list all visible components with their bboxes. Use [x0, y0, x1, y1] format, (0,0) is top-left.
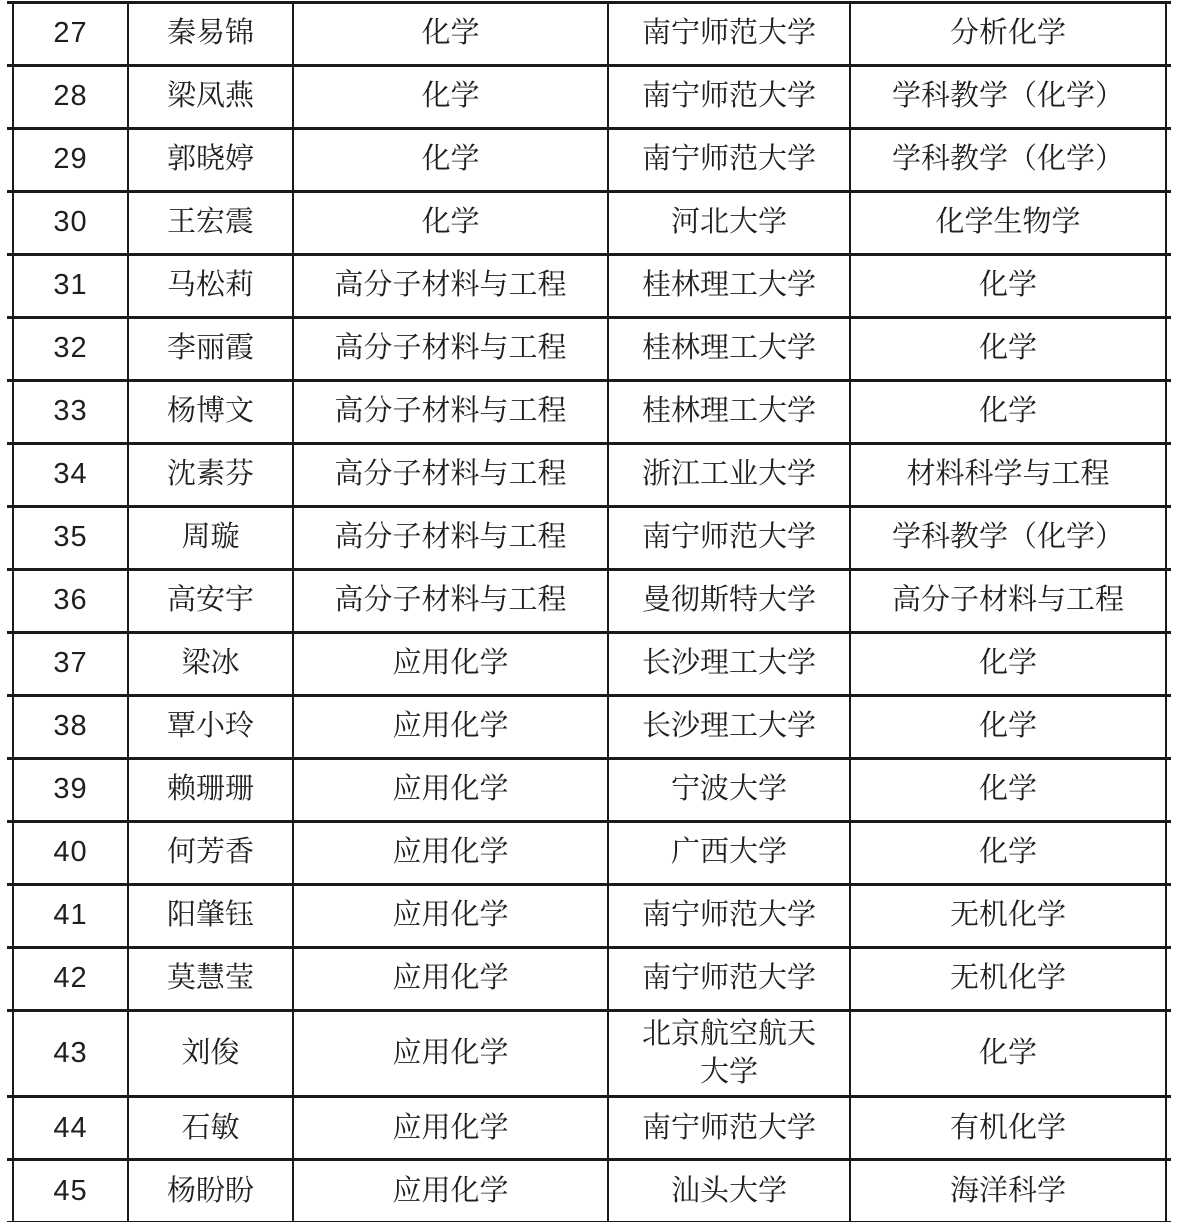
table-row — [7, 1160, 1171, 1222]
cell-major: 高分子材料与工程 — [293, 381, 608, 444]
right-edge-overhang — [1166, 822, 1171, 885]
cell-field: 高分子材料与工程 — [850, 570, 1166, 633]
cell-university: 长沙理工大学 — [608, 633, 850, 696]
right-edge-overhang — [1166, 318, 1171, 381]
cell-number: 34 — [13, 444, 128, 507]
right-edge-overhang — [1166, 444, 1171, 507]
right-edge-overhang — [1166, 129, 1171, 192]
cell-major: 化学 — [293, 129, 608, 192]
cell-university: 南宁师范大学 — [608, 507, 850, 570]
cell-name: 莫慧莹 — [128, 948, 293, 1011]
right-edge-overhang — [1166, 1097, 1171, 1160]
cell-number: 31 — [13, 255, 128, 318]
cell-university: 南宁师范大学 — [608, 129, 850, 192]
cell-university: 桂林理工大学 — [608, 381, 850, 444]
cell-field: 分析化学 — [850, 3, 1166, 66]
cell-field: 有机化学 — [850, 1097, 1166, 1160]
cell-field: 海洋科学 — [850, 1160, 1166, 1222]
cell-university: 广西大学 — [608, 822, 850, 885]
cell-name: 王宏震 — [128, 192, 293, 255]
cell-number: 39 — [13, 759, 128, 822]
cell-university: 河北大学 — [608, 192, 850, 255]
cell-number: 27 — [13, 3, 128, 66]
cell-field: 化学 — [850, 381, 1166, 444]
cell-name: 秦易锦 — [128, 3, 293, 66]
cell-name: 梁冰 — [128, 633, 293, 696]
cell-major: 高分子材料与工程 — [293, 507, 608, 570]
cell-number: 37 — [13, 633, 128, 696]
right-edge-overhang — [1166, 696, 1171, 759]
right-edge-overhang — [1166, 948, 1171, 1011]
table-row — [7, 1011, 1171, 1097]
table-row — [7, 318, 1171, 381]
table-row — [7, 633, 1171, 696]
cell-name: 何芳香 — [128, 822, 293, 885]
right-edge-overhang — [1166, 381, 1171, 444]
right-edge-overhang — [1166, 3, 1171, 66]
cell-name: 梁凤燕 — [128, 66, 293, 129]
cell-number: 44 — [13, 1097, 128, 1160]
cell-field: 化学 — [850, 633, 1166, 696]
cell-number: 41 — [13, 885, 128, 948]
cell-number: 40 — [13, 822, 128, 885]
cell-field: 材料科学与工程 — [850, 444, 1166, 507]
cell-university: 桂林理工大学 — [608, 318, 850, 381]
cell-name: 高安宇 — [128, 570, 293, 633]
cell-number: 42 — [13, 948, 128, 1011]
cell-name: 赖珊珊 — [128, 759, 293, 822]
cell-university: 汕头大学 — [608, 1160, 850, 1222]
cell-university: 北京航空航天大学 — [608, 1011, 850, 1097]
cell-university: 浙江工业大学 — [608, 444, 850, 507]
table-row — [7, 192, 1171, 255]
cell-major: 化学 — [293, 66, 608, 129]
cell-university: 南宁师范大学 — [608, 948, 850, 1011]
cell-name: 石敏 — [128, 1097, 293, 1160]
cell-field: 学科教学（化学） — [850, 507, 1166, 570]
table-row — [7, 822, 1171, 885]
table-row — [7, 3, 1171, 66]
cell-university: 桂林理工大学 — [608, 255, 850, 318]
cell-major: 应用化学 — [293, 696, 608, 759]
cell-field: 化学 — [850, 822, 1166, 885]
table-row — [7, 696, 1171, 759]
cell-university: 南宁师范大学 — [608, 3, 850, 66]
admission-roster-table — [7, 1, 1171, 1222]
cell-name: 杨博文 — [128, 381, 293, 444]
table-row — [7, 1097, 1171, 1160]
cell-field: 化学 — [850, 696, 1166, 759]
cell-name: 阳肇钰 — [128, 885, 293, 948]
cell-major: 应用化学 — [293, 822, 608, 885]
cell-major: 高分子材料与工程 — [293, 255, 608, 318]
cell-name: 杨盼盼 — [128, 1160, 293, 1222]
cell-major: 应用化学 — [293, 885, 608, 948]
cell-major: 应用化学 — [293, 1160, 608, 1222]
cell-number: 43 — [13, 1011, 128, 1097]
table-row — [7, 66, 1171, 129]
cell-number: 30 — [13, 192, 128, 255]
table-row — [7, 381, 1171, 444]
cell-university: 南宁师范大学 — [608, 885, 850, 948]
cell-major: 化学 — [293, 192, 608, 255]
cell-university: 长沙理工大学 — [608, 696, 850, 759]
right-edge-overhang — [1166, 759, 1171, 822]
table-row — [7, 570, 1171, 633]
cell-field: 无机化学 — [850, 885, 1166, 948]
cell-major: 化学 — [293, 3, 608, 66]
cell-major: 应用化学 — [293, 948, 608, 1011]
cell-university: 南宁师范大学 — [608, 66, 850, 129]
cell-field: 化学 — [850, 759, 1166, 822]
cell-name: 马松莉 — [128, 255, 293, 318]
cell-major: 应用化学 — [293, 633, 608, 696]
cell-major: 高分子材料与工程 — [293, 570, 608, 633]
cell-number: 38 — [13, 696, 128, 759]
cell-number: 29 — [13, 129, 128, 192]
right-edge-overhang — [1166, 66, 1171, 129]
cell-field: 无机化学 — [850, 948, 1166, 1011]
cell-name: 刘俊 — [128, 1011, 293, 1097]
cell-number: 28 — [13, 66, 128, 129]
cell-major: 高分子材料与工程 — [293, 444, 608, 507]
right-edge-overhang — [1166, 192, 1171, 255]
cell-number: 36 — [13, 570, 128, 633]
cell-field: 化学 — [850, 1011, 1166, 1097]
cell-major: 应用化学 — [293, 759, 608, 822]
cell-name: 周璇 — [128, 507, 293, 570]
table-row — [7, 255, 1171, 318]
cell-major: 高分子材料与工程 — [293, 318, 608, 381]
cell-university: 南宁师范大学 — [608, 1097, 850, 1160]
table-row — [7, 885, 1171, 948]
cell-number: 32 — [13, 318, 128, 381]
right-edge-overhang — [1166, 570, 1171, 633]
table-row — [7, 759, 1171, 822]
table-row — [7, 948, 1171, 1011]
roster-table-body — [7, 3, 1171, 1222]
right-edge-overhang — [1166, 1011, 1171, 1097]
cell-number: 45 — [13, 1160, 128, 1222]
cell-major: 应用化学 — [293, 1097, 608, 1160]
right-edge-overhang — [1166, 633, 1171, 696]
right-edge-overhang — [1166, 255, 1171, 318]
cell-field: 化学 — [850, 255, 1166, 318]
table-row — [7, 444, 1171, 507]
cell-name: 覃小玲 — [128, 696, 293, 759]
right-edge-overhang — [1166, 1160, 1171, 1222]
cell-name: 沈素芬 — [128, 444, 293, 507]
cell-major: 应用化学 — [293, 1011, 608, 1097]
cell-field: 化学生物学 — [850, 192, 1166, 255]
cell-field: 学科教学（化学） — [850, 66, 1166, 129]
cell-field: 学科教学（化学） — [850, 129, 1166, 192]
cell-name: 李丽霞 — [128, 318, 293, 381]
right-edge-overhang — [1166, 885, 1171, 948]
cell-university: 宁波大学 — [608, 759, 850, 822]
right-edge-overhang — [1166, 507, 1171, 570]
cell-name: 郭晓婷 — [128, 129, 293, 192]
table-row — [7, 129, 1171, 192]
table-row — [7, 507, 1171, 570]
cell-number: 33 — [13, 381, 128, 444]
cell-university: 曼彻斯特大学 — [608, 570, 850, 633]
cell-number: 35 — [13, 507, 128, 570]
cell-field: 化学 — [850, 318, 1166, 381]
